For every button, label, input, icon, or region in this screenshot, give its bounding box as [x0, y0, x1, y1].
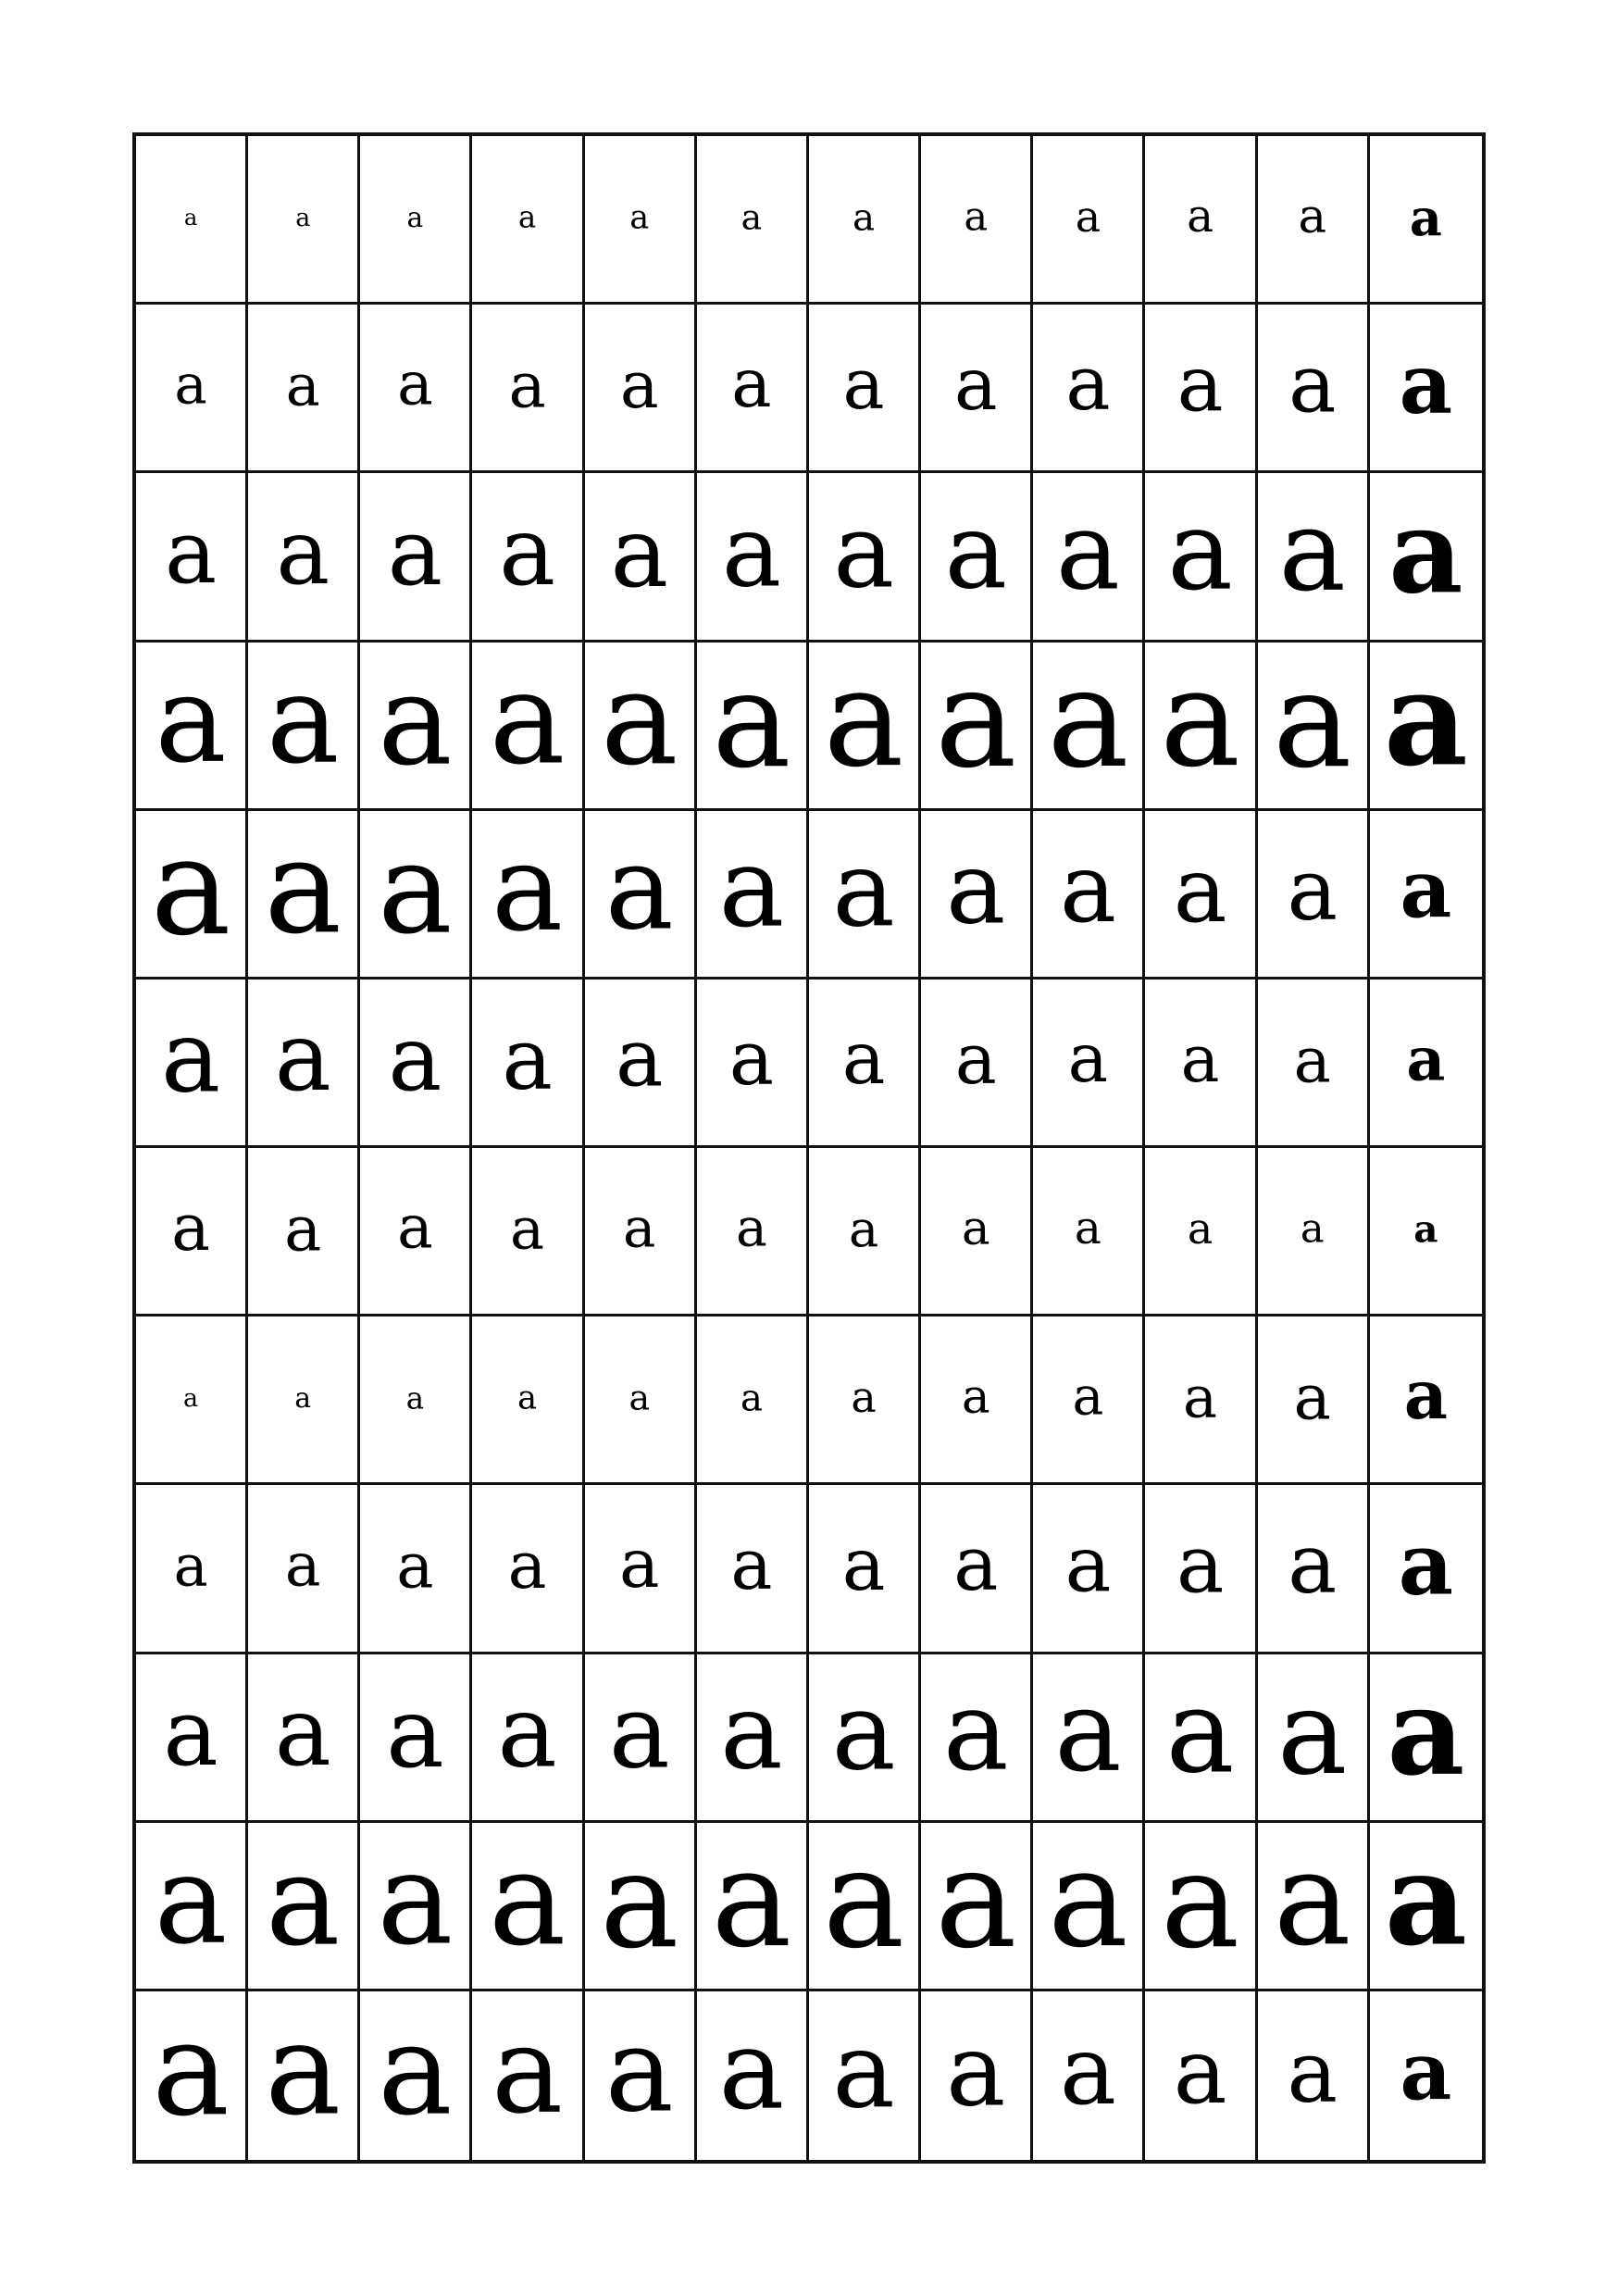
specimen-glyph: a — [497, 1674, 557, 1791]
specimen-cell — [809, 980, 921, 1148]
specimen-glyph: a — [1075, 191, 1101, 242]
specimen-cell — [1145, 1654, 1257, 1823]
specimen-glyph: a — [1064, 1518, 1112, 1610]
specimen-cell — [248, 305, 360, 473]
specimen-glyph: a — [1072, 1366, 1104, 1429]
specimen-cell — [1370, 1485, 1482, 1653]
specimen-glyph: a — [1413, 1206, 1438, 1252]
specimen-cell — [809, 1991, 921, 2160]
specimen-glyph: a — [852, 194, 876, 240]
specimen-glyph: a — [406, 201, 424, 234]
specimen-cell — [248, 1148, 360, 1316]
specimen-cell — [585, 136, 697, 305]
specimen-glyph: a — [396, 1529, 434, 1603]
specimen-cell — [1033, 305, 1145, 473]
specimen-cell — [136, 1991, 248, 2160]
specimen-cell — [472, 1823, 584, 1991]
specimen-glyph: a — [1173, 837, 1227, 942]
specimen-glyph: a — [1403, 1356, 1449, 1436]
specimen-glyph: a — [160, 1000, 221, 1117]
specimen-glyph: a — [1400, 842, 1452, 937]
specimen-cell — [585, 305, 697, 473]
specimen-glyph: a — [851, 1371, 877, 1422]
specimen-cell — [472, 643, 584, 811]
specimen-cell — [1033, 811, 1145, 980]
specimen-cell — [809, 643, 921, 811]
specimen-cell — [585, 811, 697, 980]
specimen-glyph: a — [961, 1369, 990, 1426]
specimen-glyph: a — [1288, 338, 1337, 431]
specimen-glyph: a — [1047, 1822, 1128, 1978]
specimen-glyph: a — [265, 1828, 341, 1974]
specimen-cell — [472, 473, 584, 642]
specimen-glyph: a — [285, 351, 320, 419]
specimen-cell — [360, 473, 472, 642]
specimen-cell — [136, 643, 248, 811]
specimen-glyph: a — [934, 642, 1017, 799]
specimen-cell — [1370, 643, 1482, 811]
specimen-cell — [697, 1485, 809, 1653]
specimen-glyph: a — [1400, 2025, 1452, 2119]
specimen-glyph: a — [720, 1670, 783, 1793]
specimen-glyph: a — [163, 1678, 218, 1788]
specimen-glyph: a — [711, 1822, 792, 1978]
specimen-glyph: a — [712, 642, 791, 797]
specimen-glyph: a — [741, 196, 763, 238]
specimen-cell — [136, 1485, 248, 1653]
specimen-cell — [921, 305, 1033, 473]
specimen-cell — [809, 1485, 921, 1653]
specimen-glyph: a — [944, 490, 1008, 613]
specimen-cell — [1370, 473, 1482, 642]
specimen-cell — [360, 1148, 472, 1316]
specimen-cell — [585, 1148, 697, 1316]
specimen-cell — [248, 980, 360, 1148]
specimen-cell — [809, 136, 921, 305]
specimen-glyph: a — [1387, 1661, 1465, 1803]
specimen-glyph: a — [1074, 1203, 1101, 1255]
specimen-cell — [809, 1654, 921, 1823]
specimen-glyph: a — [264, 812, 342, 964]
specimen-glyph: a — [730, 1524, 773, 1606]
specimen-cell — [585, 1823, 697, 1991]
specimen-cell — [360, 811, 472, 980]
specimen-cell — [1370, 811, 1482, 980]
specimen-glyph: a — [1173, 2019, 1227, 2125]
specimen-cell — [472, 1485, 584, 1653]
specimen-glyph: a — [171, 1190, 210, 1267]
specimen-glyph: a — [615, 1012, 664, 1105]
specimen-glyph: a — [619, 346, 659, 423]
specimen-cell — [360, 1654, 472, 1823]
specimen-cell — [1370, 980, 1482, 1148]
specimen-cell — [248, 1991, 360, 2160]
specimen-glyph: a — [731, 344, 772, 424]
specimen-glyph: a — [274, 1677, 331, 1788]
specimen-cell — [1370, 1991, 1482, 2160]
specimen-cell — [248, 811, 360, 980]
specimen-glyph: a — [841, 1017, 886, 1102]
specimen-cell — [136, 1823, 248, 1991]
specimen-cell — [809, 473, 921, 642]
specimen-cell — [1370, 136, 1482, 305]
specimen-glyph: a — [489, 644, 566, 793]
specimen-cell — [921, 473, 1033, 642]
specimen-cell — [1033, 643, 1145, 811]
specimen-glyph: a — [1160, 1822, 1240, 1978]
specimen-cell — [1145, 1316, 1257, 1485]
specimen-glyph: a — [848, 1199, 879, 1258]
specimen-cell — [248, 1316, 360, 1485]
specimen-cell — [1033, 1654, 1145, 1823]
specimen-glyph: a — [1276, 1663, 1348, 1801]
specimen-glyph: a — [1298, 188, 1327, 244]
specimen-cell — [248, 1823, 360, 1991]
specimen-cell — [697, 980, 809, 1148]
specimen-glyph: a — [510, 1194, 545, 1263]
specimen-glyph: a — [183, 204, 198, 231]
specimen-cell — [136, 136, 248, 305]
specimen-cell — [1370, 1316, 1482, 1485]
specimen-glyph: a — [736, 1197, 767, 1259]
specimen-glyph: a — [1165, 1666, 1235, 1800]
specimen-glyph: a — [823, 642, 904, 798]
specimen-glyph: a — [1398, 1514, 1454, 1615]
specimen-cell — [360, 1991, 472, 2160]
specimen-cell — [136, 1316, 248, 1485]
specimen-cell — [921, 811, 1033, 980]
specimen-glyph: a — [397, 349, 433, 419]
specimen-cell — [472, 1991, 584, 2160]
specimen-cell — [585, 473, 697, 642]
specimen-cell — [809, 305, 921, 473]
specimen-cell — [585, 1485, 697, 1653]
specimen-cell — [472, 811, 584, 980]
specimen-cell — [1033, 473, 1145, 642]
specimen-glyph: a — [284, 1192, 322, 1266]
specimen-cell — [1258, 305, 1370, 473]
specimen-glyph: a — [265, 1995, 342, 2144]
specimen-glyph: a — [1399, 335, 1453, 433]
specimen-cell — [472, 136, 584, 305]
specimen-cell — [1258, 136, 1370, 305]
specimen-glyph: a — [378, 1998, 453, 2144]
specimen-cell — [809, 1316, 921, 1485]
specimen-cell — [360, 1316, 472, 1485]
specimen-glyph: a — [507, 1528, 547, 1604]
specimen-glyph: a — [1047, 642, 1129, 799]
specimen-glyph: a — [294, 1381, 312, 1415]
specimen-cell — [472, 1654, 584, 1823]
specimen-cell — [697, 136, 809, 305]
specimen-cell — [1145, 1823, 1257, 1991]
specimen-cell — [697, 1823, 809, 1991]
specimen-glyph: a — [405, 1380, 425, 1416]
specimen-glyph: a — [841, 1522, 886, 1607]
specimen-glyph: a — [842, 343, 885, 425]
specimen-cell — [1145, 643, 1257, 811]
specimen-glyph: a — [1293, 1360, 1331, 1434]
specimen-glyph: a — [822, 1822, 905, 1980]
specimen-glyph: a — [1384, 1825, 1468, 1975]
specimen-cell — [360, 305, 472, 473]
specimen-glyph: a — [386, 1676, 444, 1791]
specimen-glyph: a — [946, 830, 1006, 947]
specimen-cell — [1258, 1823, 1370, 1991]
specimen-cell — [1370, 1654, 1482, 1823]
specimen-cell — [1033, 980, 1145, 1148]
specimen-cell — [921, 1148, 1033, 1316]
specimen-glyph: a — [276, 500, 330, 605]
specimen-glyph: a — [1287, 2022, 1338, 2122]
specimen-glyph: a — [387, 497, 443, 606]
specimen-cell — [1033, 1148, 1145, 1316]
specimen-glyph: a — [832, 827, 895, 950]
specimen-cell — [248, 1485, 360, 1653]
specimen-cell — [585, 980, 697, 1148]
specimen-glyph: a — [183, 1384, 199, 1414]
specimen-glyph: a — [508, 348, 546, 422]
specimen-cell — [136, 473, 248, 642]
specimen-glyph: a — [946, 2013, 1006, 2129]
specimen-cell — [1033, 1823, 1145, 1991]
specimen-cell — [1258, 980, 1370, 1148]
specimen-cell — [697, 473, 809, 642]
specimen-cell — [1145, 136, 1257, 305]
specimen-glyph: a — [832, 2009, 895, 2132]
specimen-cell — [697, 643, 809, 811]
specimen-cell — [697, 1316, 809, 1485]
specimen-cell — [360, 1823, 472, 1991]
specimen-glyph: a — [1183, 1363, 1218, 1431]
specimen-cell — [1370, 1823, 1482, 1991]
specimen-glyph: a — [1406, 1024, 1446, 1095]
specimen-glyph: a — [1287, 840, 1338, 940]
specimen-glyph: a — [740, 1375, 763, 1420]
specimen-glyph: a — [1067, 1019, 1109, 1099]
specimen-cell — [697, 305, 809, 473]
specimen-cell — [360, 1485, 472, 1653]
specimen-glyph: a — [833, 492, 895, 612]
specimen-glyph: a — [604, 822, 674, 956]
specimen-glyph: a — [1187, 191, 1214, 243]
specimen-cell — [585, 1654, 697, 1823]
specimen-glyph: a — [964, 193, 989, 241]
specimen-cell — [248, 136, 360, 305]
specimen-glyph: a — [378, 647, 453, 793]
specimen-glyph: a — [174, 353, 207, 418]
specimen-glyph: a — [502, 1008, 553, 1108]
specimen-cell — [1145, 1991, 1257, 2160]
specimen-cell — [136, 811, 248, 980]
specimen-cell — [1145, 1485, 1257, 1653]
specimen-cell — [136, 1148, 248, 1316]
specimen-glyph: a — [1176, 1518, 1225, 1612]
specimen-cell — [921, 1485, 1033, 1653]
specimen-glyph: a — [1065, 340, 1111, 428]
specimen-cell — [921, 980, 1033, 1148]
specimen-glyph: a — [953, 342, 998, 427]
specimen-glyph: a — [831, 1669, 896, 1795]
specimen-glyph: a — [600, 1822, 679, 1978]
specimen-glyph: a — [604, 2003, 674, 2138]
specimen-glyph: a — [266, 648, 340, 792]
specimen-cell — [697, 1654, 809, 1823]
specimen-glyph: a — [295, 203, 311, 232]
specimen-glyph: a — [1288, 1516, 1338, 1613]
specimen-glyph: a — [934, 1822, 1017, 1980]
specimen-glyph: a — [284, 1529, 321, 1600]
specimen-glyph: a — [718, 2006, 785, 2135]
specimen-glyph: a — [488, 1824, 566, 1976]
specimen-cell — [136, 305, 248, 473]
specimen-cell — [472, 980, 584, 1148]
specimen-glyph: a — [1176, 338, 1224, 430]
specimen-glyph: a — [1273, 642, 1352, 797]
specimen-cell — [360, 136, 472, 305]
specimen-cell — [1258, 811, 1370, 980]
specimen-cell — [1258, 1991, 1370, 2160]
specimen-cell — [921, 1823, 1033, 1991]
specimen-cell — [1258, 643, 1370, 811]
specimen-glyph: a — [491, 818, 564, 959]
specimen-cell — [136, 1654, 248, 1823]
specimen-cell — [697, 1991, 809, 2160]
specimen-cell — [585, 643, 697, 811]
specimen-glyph: a — [498, 496, 556, 607]
specimen-cell — [585, 1991, 697, 2160]
specimen-glyph: a — [1160, 642, 1241, 798]
specimen-cell — [1033, 136, 1145, 305]
specimen-glyph: a — [1059, 2015, 1116, 2127]
specimen-cell — [809, 1823, 921, 1991]
specimen-cell — [136, 980, 248, 1148]
specimen-cell — [248, 643, 360, 811]
specimen-glyph: a — [1293, 1022, 1331, 1096]
specimen-glyph: a — [397, 1192, 433, 1263]
specimen-glyph: a — [1278, 485, 1346, 618]
specimen-cell — [1033, 1991, 1145, 2160]
specimen-cell — [585, 1316, 697, 1485]
specimen-glyph: a — [1388, 483, 1463, 619]
specimen-cell — [697, 1148, 809, 1316]
specimen-cell — [1145, 980, 1257, 1148]
specimen-cell — [921, 1654, 1033, 1823]
specimen-glyph: a — [608, 1672, 670, 1792]
specimen-cell — [921, 1316, 1033, 1485]
glyph-specimen-grid — [132, 132, 1486, 2164]
specimen-glyph: a — [629, 1377, 651, 1418]
specimen-cell — [1145, 1148, 1257, 1316]
specimen-glyph: a — [623, 1196, 656, 1261]
specimen-cell — [921, 136, 1033, 305]
specimen-glyph: a — [150, 810, 231, 967]
specimen-cell — [1033, 1316, 1145, 1485]
specimen-glyph: a — [1383, 643, 1468, 796]
specimen-glyph: a — [155, 650, 227, 791]
specimen-glyph: a — [377, 1825, 454, 1974]
specimen-cell — [1258, 1654, 1370, 1823]
specimen-glyph: a — [1409, 187, 1442, 247]
specimen-cell — [360, 980, 472, 1148]
specimen-glyph: a — [718, 825, 785, 954]
specimen-glyph: a — [610, 495, 669, 610]
specimen-cell — [248, 1654, 360, 1823]
specimen-cell — [472, 1316, 584, 1485]
specimen-glyph: a — [388, 1005, 442, 1111]
specimen-glyph: a — [600, 643, 678, 795]
specimen-glyph: a — [1273, 1824, 1351, 1976]
specimen-glyph: a — [154, 1828, 228, 1972]
specimen-cell — [1370, 1148, 1482, 1316]
specimen-cell — [360, 643, 472, 811]
specimen-cell — [1033, 1485, 1145, 1653]
specimen-cell — [1145, 473, 1257, 642]
specimen-cell — [472, 1148, 584, 1316]
specimen-cell — [1258, 473, 1370, 642]
specimen-glyph: a — [1055, 489, 1121, 615]
specimen-glyph: a — [491, 2000, 564, 2140]
specimen-cell — [921, 1991, 1033, 2160]
specimen-cell — [697, 811, 809, 980]
specimen-glyph: a — [1059, 833, 1116, 944]
specimen-cell — [472, 305, 584, 473]
specimen-glyph: a — [1054, 1666, 1122, 1798]
specimen-cell — [1370, 305, 1482, 473]
specimen-glyph: a — [1167, 487, 1233, 616]
specimen-cell — [809, 811, 921, 980]
specimen-glyph: a — [1187, 1203, 1214, 1254]
specimen-cell — [248, 473, 360, 642]
specimen-glyph: a — [961, 1200, 990, 1256]
specimen-cell — [1145, 811, 1257, 980]
specimen-glyph: a — [953, 1521, 999, 1609]
specimen-glyph: a — [173, 1531, 208, 1600]
specimen-glyph: a — [942, 1667, 1009, 1796]
specimen-glyph: a — [164, 501, 218, 604]
specimen-glyph: a — [517, 200, 537, 236]
specimen-cell — [1145, 305, 1257, 473]
specimen-glyph: a — [378, 816, 453, 962]
specimen-glyph: a — [619, 1525, 660, 1604]
specimen-glyph: a — [274, 1003, 331, 1114]
specimen-cell — [921, 643, 1033, 811]
specimen-glyph: a — [629, 198, 650, 237]
specimen-cell — [809, 1148, 921, 1316]
specimen-glyph: a — [1180, 1021, 1220, 1098]
specimen-glyph: a — [517, 1379, 538, 1417]
specimen-cell — [1258, 1148, 1370, 1316]
specimen-glyph: a — [152, 1994, 230, 2146]
specimen-glyph: a — [1300, 1205, 1325, 1253]
specimen-cell — [1258, 1485, 1370, 1653]
specimen-glyph: a — [954, 1017, 997, 1100]
specimen-glyph: a — [721, 493, 782, 610]
specimen-glyph: a — [728, 1015, 775, 1103]
specimen-cell — [1258, 1316, 1370, 1485]
